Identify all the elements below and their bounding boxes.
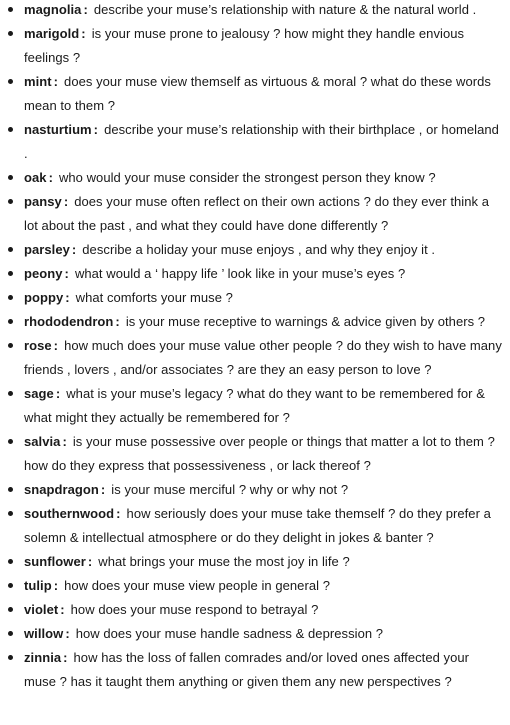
separator: : xyxy=(81,26,86,41)
flower-name: sunflower xyxy=(24,554,86,569)
separator: : xyxy=(65,290,70,305)
separator: : xyxy=(62,434,67,449)
list-item xyxy=(4,166,504,190)
list-item xyxy=(4,238,504,262)
prompt-text: how much does your muse value other people ? do they wish to have many friends , lovers , and/or associates ? are they an easy person to love ? xyxy=(24,338,502,377)
flower-name: snapdragon xyxy=(24,482,99,497)
flower-name: oak xyxy=(24,170,47,185)
list-item xyxy=(4,550,504,574)
list-item xyxy=(4,478,504,502)
prompt-text: how does your muse view people in general ? xyxy=(64,578,330,593)
separator: : xyxy=(53,578,59,593)
separator: : xyxy=(93,122,99,137)
prompt-text: describe your muse’s relationship with nature & the natural world . xyxy=(93,2,477,17)
flower-name: mint xyxy=(24,74,52,89)
list-item xyxy=(4,622,504,646)
flower-name: willow xyxy=(24,626,64,641)
list-item xyxy=(4,334,504,382)
list-item xyxy=(4,190,504,238)
prompt-text: how does your muse respond to betrayal ? xyxy=(70,602,319,617)
separator: : xyxy=(71,242,77,257)
separator: : xyxy=(83,2,88,17)
separator: : xyxy=(63,650,68,665)
list-item xyxy=(4,598,504,622)
prompt-text: is your muse prone to jealousy ? how might they handle envious feelings ? xyxy=(24,26,465,65)
prompt-text: how has the loss of fallen comrades and/or loved ones affected your muse ? has it taught them anything or given them any new perspectives ? xyxy=(24,650,470,689)
flower-name: parsley xyxy=(24,242,70,257)
list-item xyxy=(4,310,504,334)
list-item xyxy=(4,286,504,310)
separator: : xyxy=(100,482,106,497)
prompt-text: how seriously does your muse take themself ? do they prefer a solemn & intellectual atmosphere or do they delight in jokes & banter ? xyxy=(24,506,491,545)
flower-name: violet xyxy=(24,602,59,617)
list-item xyxy=(4,646,504,694)
flower-name: tulip xyxy=(24,578,52,593)
prompt-text: does your muse often reflect on their own actions ? do they ever think a lot about the past , and what they could have done differently ? xyxy=(24,194,489,233)
flower-name: rose xyxy=(24,338,52,353)
prompt-text: describe a holiday your muse enjoys , and why they enjoy it . xyxy=(82,242,436,257)
prompt-text: what is your muse’s legacy ? what do they want to be remembered for & what might they actually be remembered for ? xyxy=(24,386,485,425)
prompt-text: does your muse view themself as virtuous & moral ? what do these words mean to them ? xyxy=(24,74,491,113)
flower-name: rhododendron xyxy=(24,314,114,329)
separator: : xyxy=(53,74,59,89)
flower-name: magnolia xyxy=(24,2,82,17)
list-item xyxy=(4,502,504,550)
list-item xyxy=(4,22,504,70)
list-item xyxy=(4,382,504,430)
prompt-text: what brings your muse the most joy in life ? xyxy=(98,554,350,569)
prompt-text: is your muse merciful ? why or why not ? xyxy=(111,482,349,497)
flower-name: marigold xyxy=(24,26,80,41)
prompt-text: describe your muse’s relationship with their birthplace , or homeland . xyxy=(24,122,499,161)
flower-name: peony xyxy=(24,266,63,281)
separator: : xyxy=(63,194,69,209)
separator: : xyxy=(55,386,61,401)
list-item xyxy=(4,0,504,22)
prompt-text: is your muse possessive over people or things that matter a lot to them ? how do they express that possessiveness , or lack thereof ? xyxy=(24,434,495,473)
separator: : xyxy=(65,626,70,641)
prompt-text: who would your muse consider the strongest person they know ? xyxy=(58,170,436,185)
separator: : xyxy=(60,602,65,617)
list-item xyxy=(4,574,504,598)
prompt-text: what would a ‘ happy life ’ look like in your muse’s eyes ? xyxy=(74,266,406,281)
separator: : xyxy=(53,338,59,353)
flower-name: pansy xyxy=(24,194,62,209)
list-item xyxy=(4,430,504,478)
list-item xyxy=(4,118,504,166)
separator: : xyxy=(87,554,93,569)
separator: : xyxy=(116,506,121,521)
flower-name: salvia xyxy=(24,434,61,449)
separator: : xyxy=(48,170,53,185)
flower-name: zinnia xyxy=(24,650,62,665)
separator: : xyxy=(115,314,120,329)
flower-name: southernwood xyxy=(24,506,115,521)
list-item xyxy=(4,70,504,118)
separator: : xyxy=(64,266,69,281)
prompt-list xyxy=(4,0,504,694)
flower-name: nasturtium xyxy=(24,122,92,137)
prompt-text: is your muse receptive to warnings & advice given by others ? xyxy=(125,314,486,329)
prompt-text: what comforts your muse ? xyxy=(75,290,233,305)
flower-name: sage xyxy=(24,386,54,401)
flower-name: poppy xyxy=(24,290,64,305)
list-item xyxy=(4,262,504,286)
prompt-text: how does your muse handle sadness & depression ? xyxy=(75,626,384,641)
